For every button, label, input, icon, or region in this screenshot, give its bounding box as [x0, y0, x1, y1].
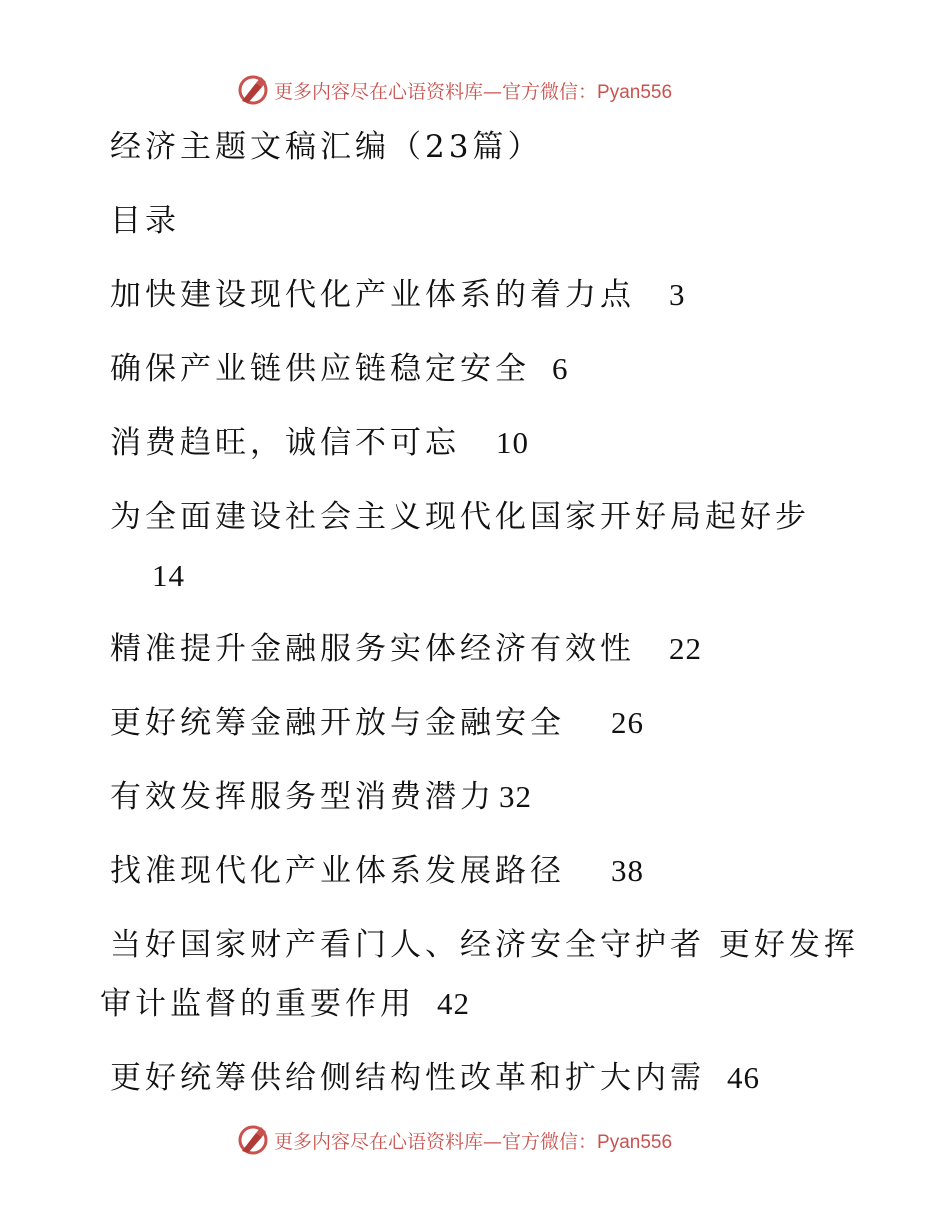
- toc-entry-page: 10: [496, 425, 529, 460]
- toc-entry-page: 46: [727, 1060, 760, 1095]
- toc-entry[interactable]: [110, 925, 859, 965]
- toc-entry[interactable]: [110, 1058, 760, 1098]
- toc-entry-page: 32: [499, 779, 532, 814]
- toc-entry-title: 更好统筹金融开放与金融安全: [110, 705, 565, 741]
- toc-entry-page: 6: [552, 351, 569, 386]
- toc-entry[interactable]: [110, 703, 644, 743]
- toc-entry[interactable]: [110, 275, 686, 315]
- toc-entry-title: 为全面建设社会主义现代化国家开好局起好步: [110, 499, 810, 535]
- toc-entry-title: 有效发挥服务型消费潜力: [110, 779, 495, 815]
- toc-entry-title: 审计监督的重要作用: [100, 986, 415, 1022]
- toc-entry-title: 加快建设现代化产业体系的着力点: [110, 277, 635, 313]
- toc-entry-page: 26: [611, 705, 644, 740]
- pen-nib-logo-icon: [236, 1123, 270, 1157]
- toc-entry-continued[interactable]: [100, 984, 470, 1024]
- toc-entry-page: 22: [669, 631, 702, 666]
- toc-entry-page: 14: [152, 558, 185, 593]
- toc-entry-title: 更好统筹供给侧结构性改革和扩大内需: [110, 1060, 705, 1096]
- toc-entry-page-wrapped: [152, 556, 185, 596]
- toc-entry-page: 3: [669, 277, 686, 312]
- toc-entry[interactable]: [110, 349, 569, 389]
- header-watermark: [236, 72, 672, 108]
- document-title: 经济主题文稿汇编（23篇）: [110, 129, 543, 165]
- toc-entry[interactable]: [110, 629, 702, 669]
- watermark-text: 更多内容尽在心语资料库—官方微信：Pyan556: [274, 1130, 673, 1153]
- toc-entry-title: 当好国家财产看门人、经济安全守护者 更好发挥: [110, 927, 859, 963]
- toc-entry-page: 38: [611, 853, 644, 888]
- footer-watermark: [236, 1122, 672, 1158]
- toc-entry[interactable]: [110, 497, 810, 537]
- toc-entry-title: 确保产业链供应链稳定安全: [110, 351, 530, 387]
- toc-entry-page: 42: [437, 986, 470, 1021]
- toc-entry-title: 精准提升金融服务实体经济有效性: [110, 631, 635, 667]
- pen-nib-logo-icon: [236, 73, 270, 107]
- toc-heading: 目录: [110, 203, 180, 239]
- toc-entry[interactable]: [110, 423, 529, 463]
- toc-entry[interactable]: [110, 777, 532, 817]
- watermark-text: 更多内容尽在心语资料库—官方微信：Pyan556: [274, 80, 673, 103]
- toc-entry-title: 找准现代化产业体系发展路径: [110, 853, 565, 889]
- toc-entry[interactable]: [110, 851, 644, 891]
- toc-entry-title: 消费趋旺，诚信不可忘: [110, 425, 460, 461]
